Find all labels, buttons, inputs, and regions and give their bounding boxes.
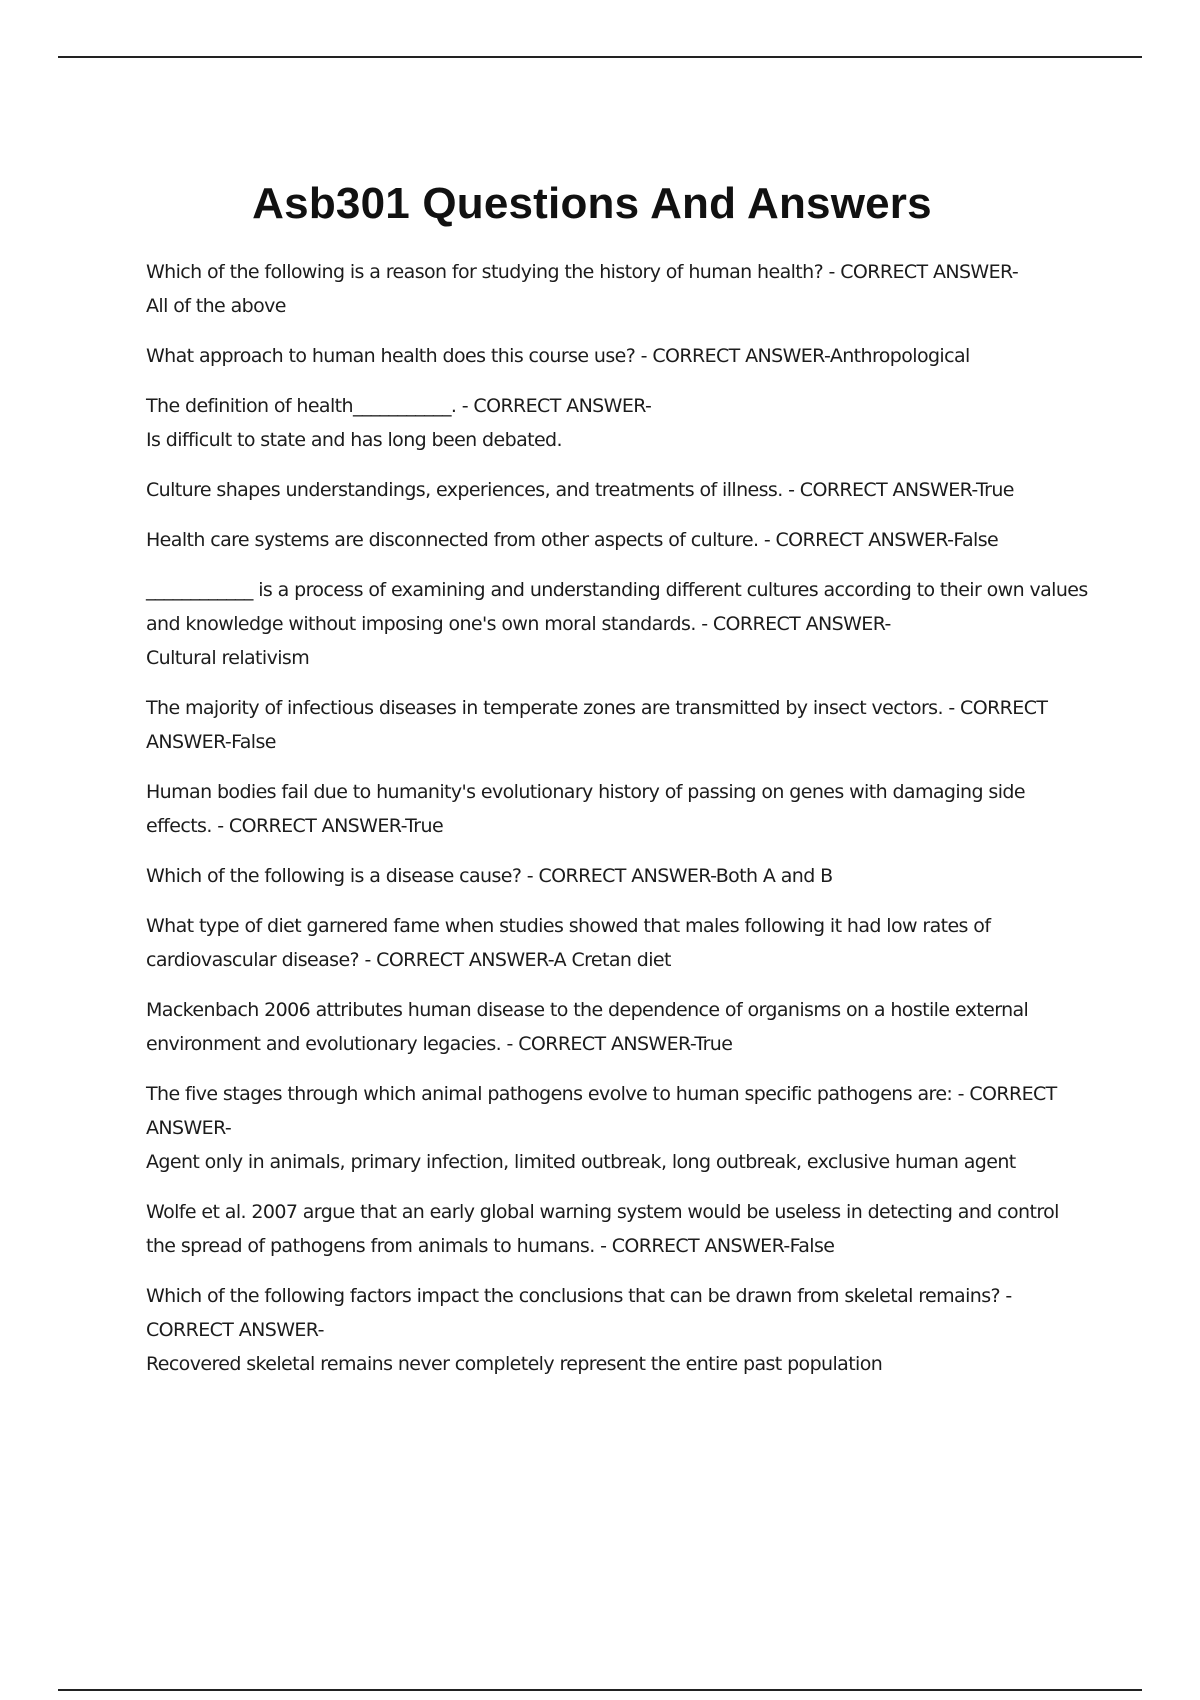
answer-text: All of the above: [146, 295, 286, 317]
qa-item: [146, 255, 1091, 323]
qa-item: [146, 1279, 1091, 1381]
qa-item: [146, 523, 1091, 557]
question-text: The definition of health___________. - CORRECT ANSWER-: [146, 395, 652, 417]
question-text: The majority of infectious diseases in temperate zones are transmitted by insect vectors. - CORRECT ANSWER-False: [146, 697, 1048, 753]
top-rule: [58, 56, 1142, 58]
qa-item: [146, 1077, 1091, 1179]
question-text: Which of the following is a disease cause? - CORRECT ANSWER-Both A and B: [146, 865, 833, 887]
question-text: Which of the following factors impact the conclusions that can be drawn from skeletal remains? - CORRECT ANSWER-: [146, 1285, 1012, 1341]
question-text: ____________ is a process of examining and understanding different cultures according to their own values and knowledge without imposing one's own moral standards. - CORRECT ANSWER-: [146, 579, 1088, 635]
question-text: The five stages through which animal pathogens evolve to human specific pathogens are: - CORRECT ANSWER-: [146, 1083, 1057, 1139]
question-text: Wolfe et al. 2007 argue that an early global warning system would be useless in detecting and control the spread of pathogens from animals to humans. - CORRECT ANSWER-False: [146, 1201, 1059, 1257]
answer-text: Is difficult to state and has long been debated.: [146, 429, 562, 451]
question-text: What type of diet garnered fame when studies showed that males following it had low rates of cardiovascular disease? - CORRECT ANSWER-A Cretan diet: [146, 915, 991, 971]
question-text: Health care systems are disconnected from other aspects of culture. - CORRECT ANSWER-False: [146, 529, 999, 551]
answer-text: Agent only in animals, primary infection, limited outbreak, long outbreak, exclusive human agent: [146, 1151, 1016, 1173]
qa-item: [146, 1195, 1091, 1263]
question-text: Mackenbach 2006 attributes human disease to the dependence of organisms on a hostile external environment and evolutionary legacies. - CORRECT ANSWER-True: [146, 999, 1029, 1055]
question-text: Which of the following is a reason for studying the history of human health? - CORRECT ANSWER-: [146, 261, 1019, 283]
answer-text: Recovered skeletal remains never completely represent the entire past population: [146, 1353, 883, 1375]
qa-item: [146, 339, 1091, 373]
question-text: Culture shapes understandings, experiences, and treatments of illness. - CORRECT ANSWER-True: [146, 479, 1014, 501]
qa-item: [146, 909, 1091, 977]
qa-item: [146, 775, 1091, 843]
qa-item: [146, 573, 1091, 675]
qa-item: [146, 389, 1091, 457]
question-text: Human bodies fail due to humanity's evolutionary history of passing on genes with damaging side effects. - CORRECT ANSWER-True: [146, 781, 1025, 837]
question-text: What approach to human health does this course use? - CORRECT ANSWER-Anthropological: [146, 345, 970, 367]
page-title: Asb301 Questions And Answers: [252, 179, 932, 229]
qa-item: [146, 473, 1091, 507]
answer-text: Cultural relativism: [146, 647, 310, 669]
qa-list: [146, 255, 1091, 1397]
qa-item: [146, 691, 1091, 759]
qa-item: [146, 859, 1091, 893]
qa-item: [146, 993, 1091, 1061]
bottom-rule: [58, 1689, 1142, 1691]
